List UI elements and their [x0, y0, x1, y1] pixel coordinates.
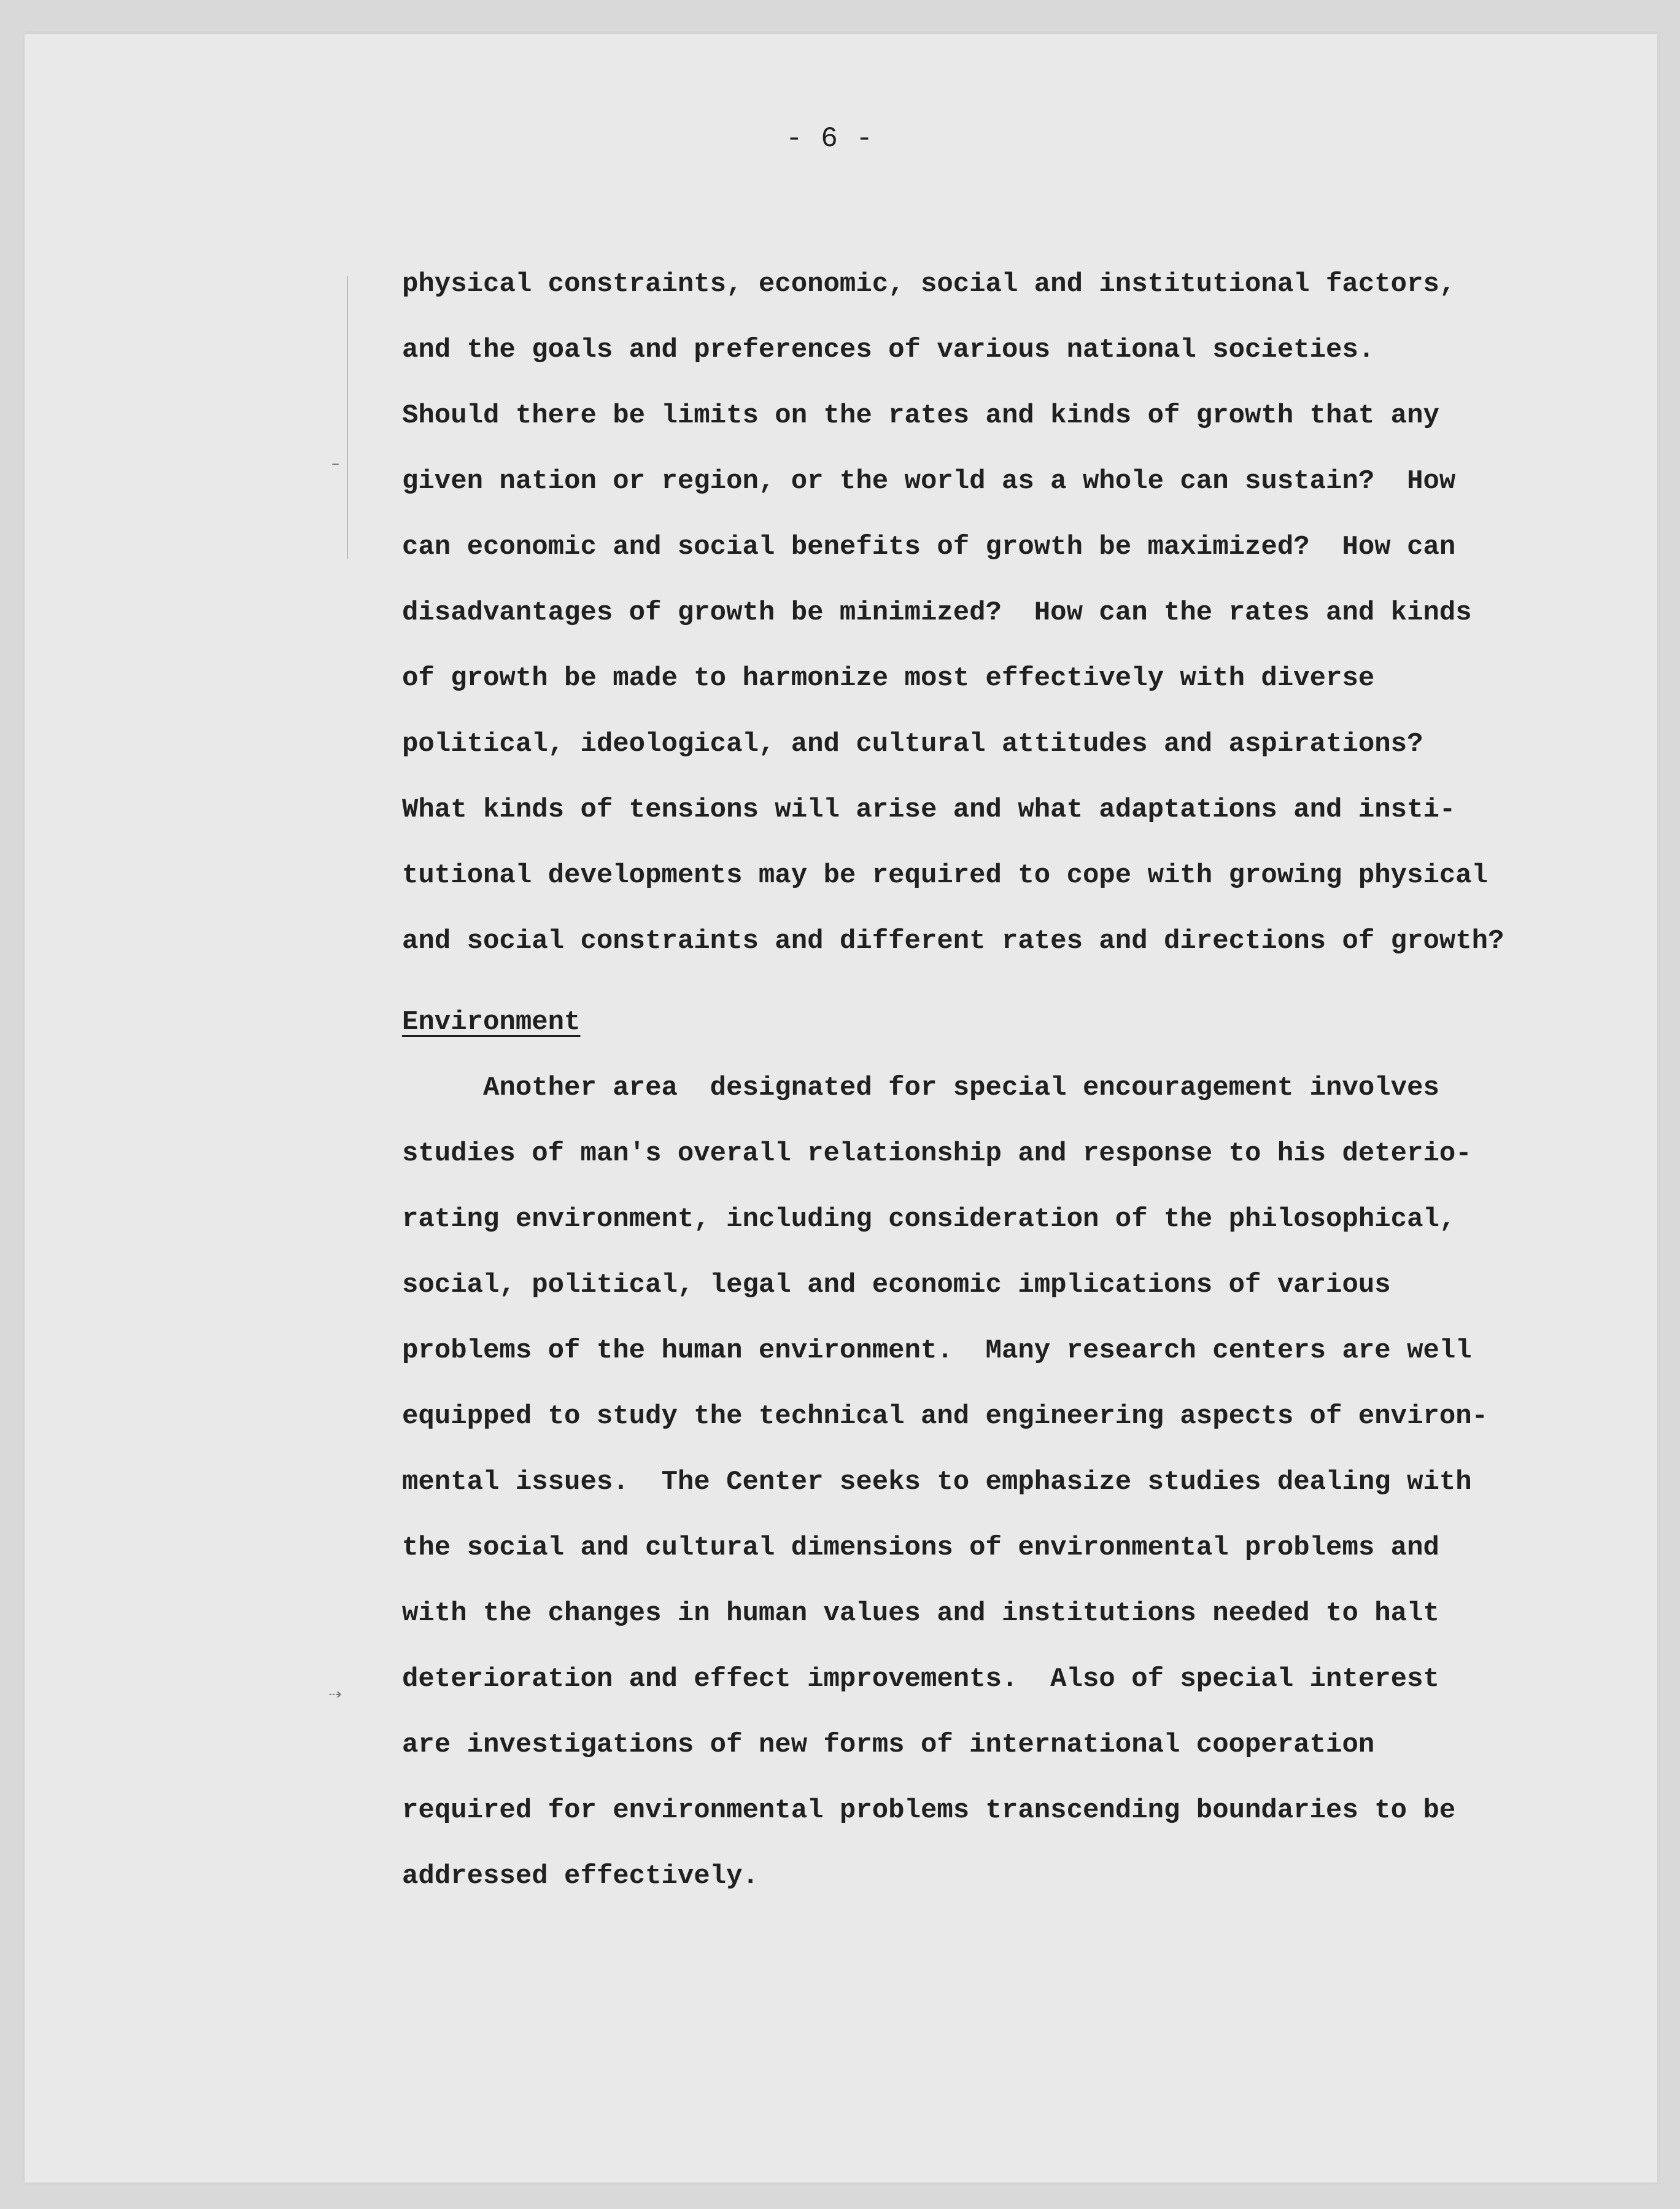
margin-rule — [347, 276, 348, 559]
text-line: are investigations of new forms of international cooperation — [402, 1730, 1375, 1760]
text-line: with the changes in human values and institutions needed to halt — [402, 1598, 1439, 1629]
text-line: political, ideological, and cultural attitudes and aspirations? — [402, 729, 1423, 759]
text-line: and the goals and preferences of various national societies. — [402, 335, 1375, 365]
text-line: What kinds of tensions will arise and what adaptations and insti- — [402, 794, 1456, 825]
text-line: equipped to study the technical and engineering aspects of environ- — [402, 1401, 1488, 1432]
paragraph-environment — [402, 1055, 1581, 1909]
text-line: of growth be made to harmonize most effectively with diverse — [402, 663, 1375, 694]
text-line: can economic and social benefits of growth be maximized? How can — [402, 532, 1456, 562]
text-line: tutional developments may be required to cope with growing physical — [402, 860, 1488, 891]
text-line: Another area designated for special encouragement involves — [402, 1073, 1439, 1103]
page-number: - 6 - — [786, 123, 874, 155]
text-line: addressed effectively. — [402, 1861, 759, 1892]
text-line: disadvantages of growth be minimized? How can the rates and kinds — [402, 597, 1472, 628]
text-line: Should there be limits on the rates and kinds of growth that any — [402, 400, 1439, 431]
text-line: given nation or region, or the world as a whole can sustain? How — [402, 466, 1456, 497]
body-text — [402, 252, 1581, 1909]
document-page — [25, 34, 1657, 2183]
text-line: studies of man's overall relationship and response to his deterio- — [402, 1138, 1472, 1169]
text-line: mental issues. The Center seeks to emphasize studies dealing with — [402, 1467, 1472, 1497]
section-heading-environment: Environment — [402, 1007, 581, 1038]
margin-arrow-mark: ⇢ — [328, 1685, 342, 1704]
paragraph-growth — [402, 252, 1581, 974]
text-line: deterioration and effect improvements. Also of special interest — [402, 1664, 1439, 1695]
text-line: the social and cultural dimensions of environmental problems and — [402, 1532, 1439, 1563]
text-line: social, political, legal and economic implications of various — [402, 1270, 1391, 1300]
text-line: physical constraints, economic, social and institutional factors, — [402, 269, 1456, 300]
margin-arrow-mark: – — [331, 454, 339, 473]
text-line: and social constraints and different rates and directions of growth? — [402, 926, 1504, 957]
text-line: problems of the human environment. Many research centers are well — [402, 1335, 1472, 1366]
text-line: rating environment, including consideration of the philosophical, — [402, 1204, 1456, 1235]
text-line: required for environmental problems transcending boundaries to be — [402, 1795, 1456, 1826]
